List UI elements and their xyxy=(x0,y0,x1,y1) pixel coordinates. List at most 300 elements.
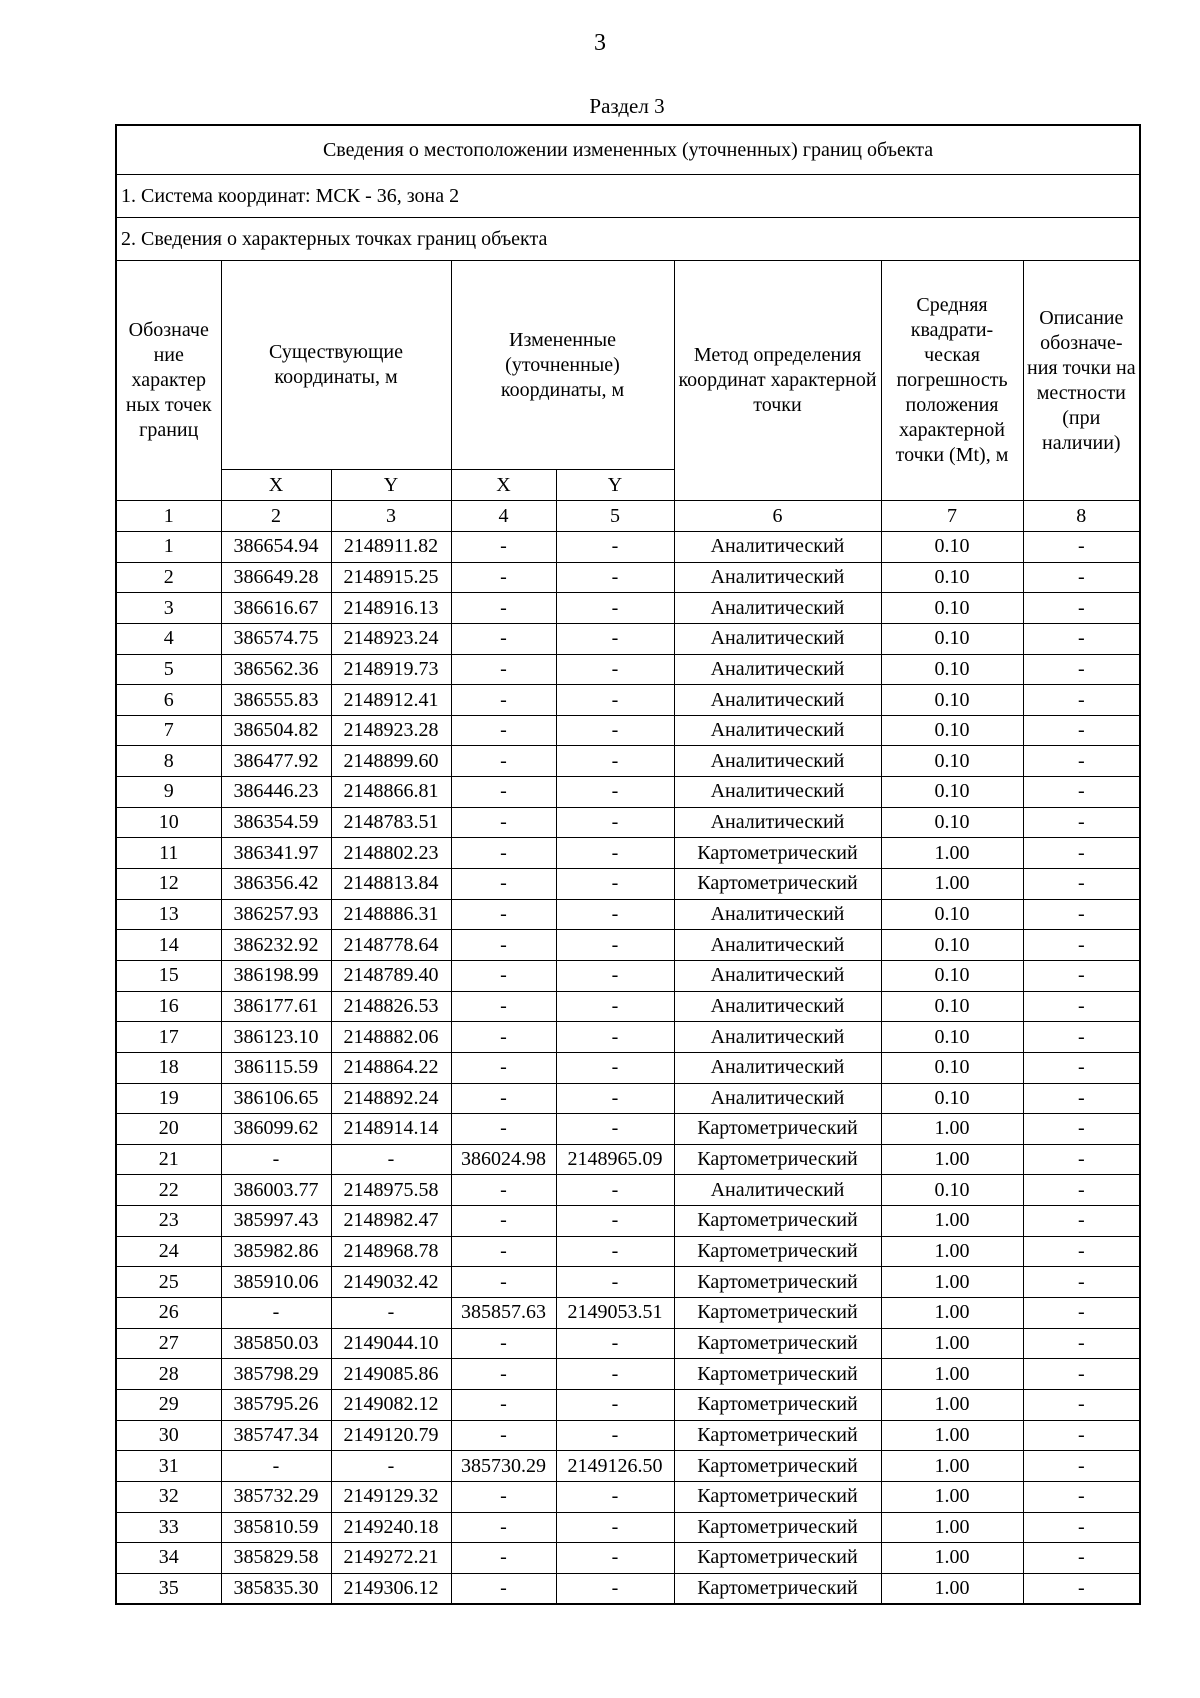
mean-square-error-cell: 1.00 xyxy=(881,1481,1023,1512)
method-cell: Аналитический xyxy=(674,593,881,624)
description-cell: - xyxy=(1023,715,1140,746)
mean-square-error-cell: 0.10 xyxy=(881,777,1023,808)
existing-y-cell: 2149272.21 xyxy=(331,1543,451,1574)
changed-x-cell: - xyxy=(451,1420,556,1451)
existing-y-cell: 2148923.28 xyxy=(331,715,451,746)
header-existing-coordinates: Существующие координаты, м xyxy=(221,261,451,470)
changed-y-cell: - xyxy=(556,685,674,716)
description-cell: - xyxy=(1023,1236,1140,1267)
method-cell: Картометрический xyxy=(674,1114,881,1145)
description-cell: - xyxy=(1023,685,1140,716)
changed-y-cell: - xyxy=(556,1389,674,1420)
point-number-cell: 12 xyxy=(116,869,221,900)
table-row xyxy=(116,1328,1140,1359)
changed-x-cell: - xyxy=(451,1267,556,1298)
existing-x-cell: 385829.58 xyxy=(221,1543,331,1574)
description-cell: - xyxy=(1023,1267,1140,1298)
table-row xyxy=(116,1144,1140,1175)
method-cell: Картометрический xyxy=(674,1543,881,1574)
existing-x-cell: 386198.99 xyxy=(221,960,331,991)
existing-x-cell: 386257.93 xyxy=(221,899,331,930)
column-number: 8 xyxy=(1023,501,1140,532)
existing-x-cell: 386003.77 xyxy=(221,1175,331,1206)
description-cell: - xyxy=(1023,1389,1140,1420)
changed-y-cell: - xyxy=(556,1420,674,1451)
table-row xyxy=(116,1573,1140,1604)
mean-square-error-cell: 1.00 xyxy=(881,1359,1023,1390)
table-row xyxy=(116,1481,1140,1512)
description-cell: - xyxy=(1023,654,1140,685)
changed-x-cell: 385730.29 xyxy=(451,1451,556,1482)
method-cell: Аналитический xyxy=(674,960,881,991)
changed-y-cell: - xyxy=(556,654,674,685)
method-cell: Картометрический xyxy=(674,1144,881,1175)
point-number-cell: 31 xyxy=(116,1451,221,1482)
point-number-cell: 14 xyxy=(116,930,221,961)
changed-x-cell: - xyxy=(451,1573,556,1604)
coordinate-system: 1. Система координат: МСК - 36, зона 2 xyxy=(116,175,1140,218)
existing-x-cell: 385795.26 xyxy=(221,1389,331,1420)
mean-square-error-cell: 1.00 xyxy=(881,1573,1023,1604)
changed-x-cell: - xyxy=(451,685,556,716)
method-cell: Аналитический xyxy=(674,807,881,838)
changed-x-cell: - xyxy=(451,1022,556,1053)
existing-x-cell: 386574.75 xyxy=(221,623,331,654)
changed-x-cell: - xyxy=(451,1328,556,1359)
point-number-cell: 28 xyxy=(116,1359,221,1390)
existing-x-cell: 386341.97 xyxy=(221,838,331,869)
point-number-cell: 1 xyxy=(116,532,221,563)
changed-x-cell: - xyxy=(451,593,556,624)
table-row xyxy=(116,807,1140,838)
table-row xyxy=(116,930,1140,961)
changed-y-cell: - xyxy=(556,593,674,624)
changed-x-cell: - xyxy=(451,654,556,685)
existing-y-cell: 2148968.78 xyxy=(331,1236,451,1267)
point-number-cell: 25 xyxy=(116,1267,221,1298)
mean-square-error-cell: 1.00 xyxy=(881,1451,1023,1482)
method-cell: Картометрический xyxy=(674,1512,881,1543)
existing-y-cell: 2148982.47 xyxy=(331,1206,451,1237)
point-number-cell: 19 xyxy=(116,1083,221,1114)
changed-y-cell: - xyxy=(556,1573,674,1604)
changed-y-cell: - xyxy=(556,1236,674,1267)
changed-x-cell: - xyxy=(451,623,556,654)
method-cell: Картометрический xyxy=(674,1451,881,1482)
method-cell: Аналитический xyxy=(674,654,881,685)
point-number-cell: 24 xyxy=(116,1236,221,1267)
header-existing-x: X xyxy=(221,470,331,501)
existing-y-cell: 2148916.13 xyxy=(331,593,451,624)
point-number-cell: 7 xyxy=(116,715,221,746)
description-cell: - xyxy=(1023,1175,1140,1206)
points-info: 2. Сведения о характерных точках границ объекта xyxy=(116,218,1140,261)
description-cell: - xyxy=(1023,532,1140,563)
mean-square-error-cell: 1.00 xyxy=(881,1298,1023,1329)
mean-square-error-cell: 0.10 xyxy=(881,899,1023,930)
section-title: Раздел 3 xyxy=(589,94,665,118)
description-cell: - xyxy=(1023,991,1140,1022)
header-description: Описание обозначе- ния точки на местности (при наличии) xyxy=(1023,261,1140,501)
description-cell: - xyxy=(1023,930,1140,961)
changed-y-cell: - xyxy=(556,777,674,808)
changed-x-cell: - xyxy=(451,899,556,930)
changed-x-cell: - xyxy=(451,777,556,808)
changed-y-cell: - xyxy=(556,1512,674,1543)
existing-x-cell: 386654.94 xyxy=(221,532,331,563)
table-row xyxy=(116,654,1140,685)
method-cell: Картометрический xyxy=(674,1389,881,1420)
point-number-cell: 30 xyxy=(116,1420,221,1451)
existing-y-cell: 2148886.31 xyxy=(331,899,451,930)
description-cell: - xyxy=(1023,1083,1140,1114)
method-cell: Аналитический xyxy=(674,777,881,808)
changed-y-cell: - xyxy=(556,1114,674,1145)
existing-x-cell: 386649.28 xyxy=(221,562,331,593)
column-number: 2 xyxy=(221,501,331,532)
changed-y-cell: 2149053.51 xyxy=(556,1298,674,1329)
point-number-cell: 29 xyxy=(116,1389,221,1420)
changed-y-cell: - xyxy=(556,1359,674,1390)
page-number: 3 xyxy=(594,30,606,56)
table-row xyxy=(116,991,1140,1022)
table-row xyxy=(116,1512,1140,1543)
changed-x-cell: - xyxy=(451,1175,556,1206)
description-cell: - xyxy=(1023,562,1140,593)
point-number-cell: 15 xyxy=(116,960,221,991)
mean-square-error-cell: 0.10 xyxy=(881,1052,1023,1083)
point-number-cell: 2 xyxy=(116,562,221,593)
table-title: Сведения о местоположении измененных (уточненных) границ объекта xyxy=(116,125,1140,175)
table-row xyxy=(116,1420,1140,1451)
description-cell: - xyxy=(1023,1328,1140,1359)
changed-y-cell: - xyxy=(556,930,674,961)
description-cell: - xyxy=(1023,777,1140,808)
table-row xyxy=(116,1236,1140,1267)
changed-x-cell: - xyxy=(451,869,556,900)
existing-x-cell: 385732.29 xyxy=(221,1481,331,1512)
changed-y-cell: 2148965.09 xyxy=(556,1144,674,1175)
table-row xyxy=(116,838,1140,869)
method-cell: Аналитический xyxy=(674,991,881,1022)
column-number: 6 xyxy=(674,501,881,532)
existing-y-cell: 2149120.79 xyxy=(331,1420,451,1451)
existing-x-cell: 386562.36 xyxy=(221,654,331,685)
changed-y-cell: - xyxy=(556,1083,674,1114)
changed-x-cell: - xyxy=(451,807,556,838)
mean-square-error-cell: 0.10 xyxy=(881,532,1023,563)
changed-x-cell: - xyxy=(451,1543,556,1574)
existing-y-cell: 2148911.82 xyxy=(331,532,451,563)
changed-y-cell: - xyxy=(556,715,674,746)
header-method: Метод определения координат характерной точки xyxy=(674,261,881,501)
mean-square-error-cell: 0.10 xyxy=(881,746,1023,777)
method-cell: Картометрический xyxy=(674,1481,881,1512)
existing-x-cell: 385747.34 xyxy=(221,1420,331,1451)
method-cell: Картометрический xyxy=(674,1359,881,1390)
existing-x-cell: - xyxy=(221,1144,331,1175)
changed-x-cell: - xyxy=(451,1114,556,1145)
point-number-cell: 23 xyxy=(116,1206,221,1237)
changed-x-cell: - xyxy=(451,838,556,869)
existing-y-cell: 2148899.60 xyxy=(331,746,451,777)
point-number-cell: 33 xyxy=(116,1512,221,1543)
existing-y-cell: 2149032.42 xyxy=(331,1267,451,1298)
method-cell: Картометрический xyxy=(674,1573,881,1604)
changed-y-cell: - xyxy=(556,960,674,991)
existing-y-cell: 2149044.10 xyxy=(331,1328,451,1359)
description-cell: - xyxy=(1023,1114,1140,1145)
existing-y-cell: 2148789.40 xyxy=(331,960,451,991)
table-row xyxy=(116,1022,1140,1053)
changed-y-cell: - xyxy=(556,1543,674,1574)
existing-x-cell: 386356.42 xyxy=(221,869,331,900)
mean-square-error-cell: 1.00 xyxy=(881,1267,1023,1298)
method-cell: Аналитический xyxy=(674,746,881,777)
table-row xyxy=(116,1206,1140,1237)
changed-x-cell: - xyxy=(451,562,556,593)
existing-x-cell: 386123.10 xyxy=(221,1022,331,1053)
description-cell: - xyxy=(1023,960,1140,991)
changed-y-cell: - xyxy=(556,1022,674,1053)
table-row xyxy=(116,1114,1140,1145)
table-row xyxy=(116,1052,1140,1083)
existing-x-cell: 386177.61 xyxy=(221,991,331,1022)
point-number-cell: 34 xyxy=(116,1543,221,1574)
existing-x-cell: 386115.59 xyxy=(221,1052,331,1083)
existing-x-cell: 386232.92 xyxy=(221,930,331,961)
point-number-cell: 8 xyxy=(116,746,221,777)
changed-y-cell: - xyxy=(556,1328,674,1359)
description-cell: - xyxy=(1023,1481,1140,1512)
existing-y-cell: 2148975.58 xyxy=(331,1175,451,1206)
existing-y-cell: 2149129.32 xyxy=(331,1481,451,1512)
mean-square-error-cell: 0.10 xyxy=(881,654,1023,685)
changed-y-cell: - xyxy=(556,1206,674,1237)
point-number-cell: 11 xyxy=(116,838,221,869)
point-number-cell: 9 xyxy=(116,777,221,808)
description-cell: - xyxy=(1023,623,1140,654)
changed-x-cell: 385857.63 xyxy=(451,1298,556,1329)
mean-square-error-cell: 0.10 xyxy=(881,807,1023,838)
table-row xyxy=(116,869,1140,900)
existing-x-cell: 386446.23 xyxy=(221,777,331,808)
changed-x-cell: - xyxy=(451,532,556,563)
point-number-cell: 26 xyxy=(116,1298,221,1329)
existing-y-cell: 2148866.81 xyxy=(331,777,451,808)
method-cell: Аналитический xyxy=(674,623,881,654)
mean-square-error-cell: 1.00 xyxy=(881,838,1023,869)
method-cell: Аналитический xyxy=(674,715,881,746)
existing-y-cell: 2148783.51 xyxy=(331,807,451,838)
existing-y-cell: 2149085.86 xyxy=(331,1359,451,1390)
existing-x-cell: 385997.43 xyxy=(221,1206,331,1237)
existing-y-cell: 2149082.12 xyxy=(331,1389,451,1420)
table-row xyxy=(116,777,1140,808)
existing-x-cell: 386616.67 xyxy=(221,593,331,624)
method-cell: Аналитический xyxy=(674,1022,881,1053)
existing-x-cell: 386354.59 xyxy=(221,807,331,838)
method-cell: Картометрический xyxy=(674,838,881,869)
changed-x-cell: - xyxy=(451,1236,556,1267)
table-row xyxy=(116,746,1140,777)
changed-y-cell: 2149126.50 xyxy=(556,1451,674,1482)
description-cell: - xyxy=(1023,869,1140,900)
header-designation: Обозначе ние характер ных точек границ xyxy=(116,261,221,501)
mean-square-error-cell: 0.10 xyxy=(881,623,1023,654)
existing-x-cell: 385910.06 xyxy=(221,1267,331,1298)
mean-square-error-cell: 1.00 xyxy=(881,1236,1023,1267)
method-cell: Аналитический xyxy=(674,1052,881,1083)
changed-x-cell: - xyxy=(451,960,556,991)
header-existing-y: Y xyxy=(331,470,451,501)
changed-y-cell: - xyxy=(556,869,674,900)
mean-square-error-cell: 0.10 xyxy=(881,930,1023,961)
mean-square-error-cell: 0.10 xyxy=(881,1175,1023,1206)
existing-y-cell: 2148864.22 xyxy=(331,1052,451,1083)
table-row xyxy=(116,1267,1140,1298)
changed-y-cell: - xyxy=(556,899,674,930)
description-cell: - xyxy=(1023,838,1140,869)
existing-x-cell: - xyxy=(221,1451,331,1482)
existing-y-cell: 2148892.24 xyxy=(331,1083,451,1114)
point-number-cell: 3 xyxy=(116,593,221,624)
changed-x-cell: - xyxy=(451,1206,556,1237)
existing-x-cell: - xyxy=(221,1298,331,1329)
point-number-cell: 35 xyxy=(116,1573,221,1604)
point-number-cell: 20 xyxy=(116,1114,221,1145)
existing-y-cell: 2148914.14 xyxy=(331,1114,451,1145)
changed-x-cell: - xyxy=(451,991,556,1022)
existing-y-cell: 2148915.25 xyxy=(331,562,451,593)
point-number-cell: 22 xyxy=(116,1175,221,1206)
description-cell: - xyxy=(1023,1144,1140,1175)
table-row xyxy=(116,1298,1140,1329)
method-cell: Аналитический xyxy=(674,930,881,961)
table-row xyxy=(116,1083,1140,1114)
description-cell: - xyxy=(1023,807,1140,838)
mean-square-error-cell: 0.10 xyxy=(881,593,1023,624)
point-number-cell: 4 xyxy=(116,623,221,654)
table-row xyxy=(116,562,1140,593)
existing-y-cell: 2148923.24 xyxy=(331,623,451,654)
description-cell: - xyxy=(1023,1359,1140,1390)
mean-square-error-cell: 0.10 xyxy=(881,1022,1023,1053)
changed-y-cell: - xyxy=(556,746,674,777)
existing-x-cell: 385798.29 xyxy=(221,1359,331,1390)
description-cell: - xyxy=(1023,1052,1140,1083)
table-row xyxy=(116,685,1140,716)
mean-square-error-cell: 0.10 xyxy=(881,715,1023,746)
point-number-cell: 6 xyxy=(116,685,221,716)
changed-y-cell: - xyxy=(556,1052,674,1083)
table-row xyxy=(116,715,1140,746)
point-number-cell: 13 xyxy=(116,899,221,930)
table-row xyxy=(116,1389,1140,1420)
mean-square-error-cell: 1.00 xyxy=(881,1114,1023,1145)
changed-x-cell: - xyxy=(451,1083,556,1114)
changed-y-cell: - xyxy=(556,623,674,654)
description-cell: - xyxy=(1023,1573,1140,1604)
mean-square-error-cell: 1.00 xyxy=(881,1328,1023,1359)
description-cell: - xyxy=(1023,1420,1140,1451)
column-number: 3 xyxy=(331,501,451,532)
changed-x-cell: - xyxy=(451,1389,556,1420)
description-cell: - xyxy=(1023,1206,1140,1237)
column-number: 5 xyxy=(556,501,674,532)
table-row xyxy=(116,1451,1140,1482)
header-changed-x: X xyxy=(451,470,556,501)
existing-y-cell: - xyxy=(331,1144,451,1175)
method-cell: Аналитический xyxy=(674,532,881,563)
changed-x-cell: - xyxy=(451,1052,556,1083)
changed-x-cell: 386024.98 xyxy=(451,1144,556,1175)
existing-y-cell: 2149306.12 xyxy=(331,1573,451,1604)
existing-y-cell: 2148813.84 xyxy=(331,869,451,900)
method-cell: Картометрический xyxy=(674,1267,881,1298)
column-number: 7 xyxy=(881,501,1023,532)
existing-y-cell: 2148882.06 xyxy=(331,1022,451,1053)
boundary-points-table xyxy=(115,124,1141,1605)
description-cell: - xyxy=(1023,1022,1140,1053)
point-number-cell: 21 xyxy=(116,1144,221,1175)
changed-y-cell: - xyxy=(556,1175,674,1206)
column-number-row xyxy=(116,501,1140,532)
existing-y-cell: 2148802.23 xyxy=(331,838,451,869)
point-number-cell: 16 xyxy=(116,991,221,1022)
mean-square-error-cell: 1.00 xyxy=(881,1144,1023,1175)
changed-x-cell: - xyxy=(451,1359,556,1390)
mean-square-error-cell: 0.10 xyxy=(881,960,1023,991)
point-number-cell: 5 xyxy=(116,654,221,685)
mean-square-error-cell: 1.00 xyxy=(881,1543,1023,1574)
existing-x-cell: 386555.83 xyxy=(221,685,331,716)
mean-square-error-cell: 1.00 xyxy=(881,1206,1023,1237)
mean-square-error-cell: 0.10 xyxy=(881,562,1023,593)
changed-y-cell: - xyxy=(556,1267,674,1298)
table-row xyxy=(116,899,1140,930)
description-cell: - xyxy=(1023,899,1140,930)
mean-square-error-cell: 0.10 xyxy=(881,1083,1023,1114)
table-row xyxy=(116,532,1140,563)
point-number-cell: 32 xyxy=(116,1481,221,1512)
table-row xyxy=(116,960,1140,991)
description-cell: - xyxy=(1023,1298,1140,1329)
description-cell: - xyxy=(1023,1543,1140,1574)
table-row xyxy=(116,1175,1140,1206)
method-cell: Картометрический xyxy=(674,1420,881,1451)
changed-y-cell: - xyxy=(556,532,674,563)
changed-x-cell: - xyxy=(451,715,556,746)
mean-square-error-cell: 1.00 xyxy=(881,1389,1023,1420)
existing-x-cell: 385810.59 xyxy=(221,1512,331,1543)
header-error: Средняя квадрати- ческая погрешность положения характерной точки (Mt), м xyxy=(881,261,1023,501)
mean-square-error-cell: 0.10 xyxy=(881,991,1023,1022)
mean-square-error-cell: 1.00 xyxy=(881,869,1023,900)
table-row xyxy=(116,623,1140,654)
changed-y-cell: - xyxy=(556,991,674,1022)
column-number: 1 xyxy=(116,501,221,532)
description-cell: - xyxy=(1023,593,1140,624)
point-number-cell: 17 xyxy=(116,1022,221,1053)
method-cell: Аналитический xyxy=(674,562,881,593)
description-cell: - xyxy=(1023,1512,1140,1543)
point-number-cell: 18 xyxy=(116,1052,221,1083)
table-row xyxy=(116,1359,1140,1390)
mean-square-error-cell: 0.10 xyxy=(881,685,1023,716)
existing-x-cell: 385850.03 xyxy=(221,1328,331,1359)
point-number-cell: 10 xyxy=(116,807,221,838)
